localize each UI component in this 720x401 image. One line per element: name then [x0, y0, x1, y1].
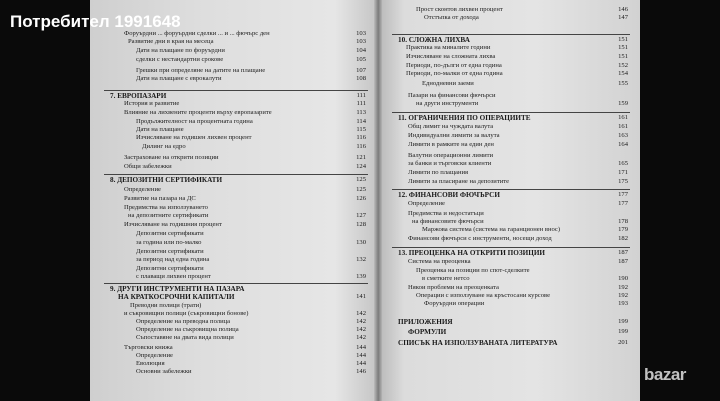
toc-entry: [124, 204, 208, 212]
toc-page-number: 151: [618, 53, 628, 60]
toc-entry-title: в сметките нетсо: [422, 275, 470, 282]
toc-entry-title: Определение: [136, 352, 173, 359]
toc-page-number: 146: [618, 6, 628, 13]
bazar-logo: [644, 360, 716, 390]
toc-entry: [408, 178, 509, 186]
toc-entry: [406, 62, 502, 70]
seller-name[interactable]: Потребител 1991648: [10, 12, 181, 31]
toc-entry-title: Изчисляване на сложната лихва: [406, 53, 496, 60]
toc-entry-title: Предимства на използуването: [124, 204, 208, 211]
toc-entry-title: ПРИЛОЖЕНИЯ: [398, 318, 453, 326]
toc-page-number: 147: [618, 14, 628, 21]
toc-entry-title: Търговски книжа: [124, 344, 173, 351]
toc-entry: [136, 118, 253, 126]
toc-entry-title: на депозитните сертификати: [128, 212, 209, 219]
toc-entry: [408, 200, 445, 208]
toc-entry: [416, 292, 550, 300]
toc-entry-title: Съпоставяне на двата вида полици: [136, 334, 234, 341]
toc-entry-title: 11. ОГРАНИЧЕНИЯ ПО ОПЕРАЦИИТЕ: [398, 114, 531, 122]
toc-page-number: 155: [618, 80, 628, 87]
toc-page-number: 107: [356, 67, 366, 74]
toc-entry-title: Предимства и недостатъци: [408, 210, 484, 217]
toc-entry-title: Лимити по плащания: [408, 169, 469, 176]
toc-entry-title: на други инструменти: [416, 100, 479, 107]
toc-entry: [124, 310, 248, 318]
toc-page-number: 164: [618, 141, 628, 148]
toc-entry: [136, 265, 204, 273]
toc-page-number: 190: [618, 275, 628, 282]
toc-entry: [136, 318, 230, 326]
toc-entry-title: и съкровищни полици (съкровищни бонове): [124, 310, 249, 317]
toc-entry: [408, 169, 468, 177]
toc-page-number: 125: [356, 186, 366, 193]
toc-entry-title: ФОРМУЛИ: [408, 328, 447, 336]
toc-entry: [124, 100, 179, 108]
toc-entry-title: Общ лимит на чуждата валута: [408, 123, 494, 130]
toc-page-number: 144: [356, 344, 366, 351]
toc-entry: [406, 70, 503, 78]
toc-entry-title: Валутни операционни лимити: [408, 152, 494, 159]
toc-page-number: 163: [618, 132, 628, 139]
toc-entry: [408, 141, 494, 149]
toc-entry-title: Развитие на пазара на ДС: [124, 195, 196, 202]
toc-page-number: 128: [356, 221, 366, 228]
toc-entry: [408, 284, 499, 292]
toc-entry-title: 9. ДРУГИ ИНСТРУМЕНТИ НА ПАЗАРА: [110, 285, 245, 293]
toc-page-number: 187: [618, 258, 628, 265]
toc-page-number: 142: [356, 310, 366, 317]
toc-entry-title: Прост сконтов лихвен процент: [416, 6, 503, 13]
toc-page-number: 126: [356, 195, 366, 202]
toc-entry-title: Лимити в рамките на един ден: [408, 141, 494, 148]
toc-entry-title: Маржова система (система на гаранционен внос): [422, 226, 561, 233]
toc-entry: [398, 191, 500, 200]
toc-page-number: 199: [618, 318, 628, 325]
toc-entry-title: Система на преоценка: [408, 258, 471, 265]
toc-page-number: 114: [356, 118, 366, 125]
toc-page-number: 161: [618, 114, 628, 121]
toc-page-number: 142: [356, 326, 366, 333]
toc-entry-title: за година или по-малко: [136, 239, 202, 246]
toc-entry: [136, 273, 211, 281]
toc-entry: [398, 249, 545, 258]
toc-entry-title: Определение на преводна полица: [136, 318, 231, 325]
toc-entry: [408, 123, 493, 131]
toc-entry-title: СПИСЪК НА ИЗПОЛЗУВАНАТА ЛИТЕРАТУРА: [398, 339, 558, 347]
toc-entry: [408, 235, 552, 243]
toc-entry: [406, 44, 490, 52]
book-gutter: [374, 0, 382, 401]
toc-entry-title: Дати на плащане по форуърдни: [136, 47, 225, 54]
toc-entry: [124, 195, 196, 203]
toc-entry: [110, 176, 222, 185]
toc-entry: [408, 92, 496, 100]
toc-entry: [408, 160, 491, 168]
toc-entry-title: Определение: [124, 186, 161, 193]
toc-page-number: 171: [618, 169, 628, 176]
toc-entry: [124, 163, 172, 171]
toc-entry-title: Периоди, по-дълги от една година: [406, 62, 502, 69]
toc-entry-title: Дати на плащане: [136, 126, 184, 133]
toc-page-number: 125: [356, 176, 366, 183]
toc-entry-title: 7. ЕВРОПАЗАРИ: [110, 92, 167, 100]
toc-page-number: 201: [618, 339, 628, 346]
toc-entry: [422, 80, 474, 88]
toc-page-number: 177: [618, 191, 628, 198]
toc-page-number: 108: [356, 75, 366, 82]
chapter-divider: [392, 189, 630, 190]
toc-entry-title: Развитие дни в края на месеца: [128, 38, 214, 45]
toc-page-number: 151: [618, 36, 628, 43]
toc-entry-title: Влияние на лихвените проценти върху европазарите: [124, 109, 272, 116]
chapter-divider: [104, 283, 368, 284]
toc-entry: [136, 239, 201, 247]
toc-entry: [118, 293, 235, 302]
right-book-page: [378, 0, 640, 401]
toc-entry: [136, 67, 265, 75]
toc-page-number: 165: [618, 160, 628, 167]
toc-entry: [422, 226, 560, 234]
toc-entry: [424, 300, 484, 308]
toc-entry: [398, 318, 453, 327]
toc-entry-title: Еволюция: [136, 360, 165, 367]
toc-entry: [136, 134, 251, 142]
toc-entry: [416, 100, 478, 108]
toc-page-number: 103: [356, 30, 366, 37]
toc-entry: [398, 114, 531, 123]
toc-page-number: 144: [356, 360, 366, 367]
toc-entry-title: Грешки при определяне на датите на плащане: [136, 67, 266, 74]
toc-entry: [136, 248, 204, 256]
toc-entry-title: Еднодневни заеми: [422, 80, 474, 87]
toc-entry-title: 8. ДЕПОЗИТНИ СЕРТИФИКАТИ: [110, 176, 223, 184]
seller-banner: [0, 0, 720, 44]
toc-page-number: 127: [356, 212, 366, 219]
toc-entry-title: Определение: [408, 200, 445, 207]
toc-entry: [136, 230, 204, 238]
toc-entry: [422, 275, 470, 283]
toc-entry-title: Изчисляване на годишен лихвен процент: [136, 134, 252, 141]
toc-page-number: 104: [356, 47, 366, 54]
toc-entry: [142, 143, 186, 151]
toc-page-number: 115: [356, 126, 366, 133]
toc-page-number: 144: [356, 352, 366, 359]
toc-page-number: 111: [356, 92, 366, 99]
toc-page-number: 121: [356, 154, 366, 161]
toc-entry-title: Индивидуални лимити за валута: [408, 132, 500, 139]
toc-entry: [136, 47, 225, 55]
toc-entry-title: Пазари на финансови фючърси: [408, 92, 496, 99]
left-book-page: [90, 0, 378, 401]
toc-entry-title: Лимити за пласиране на депозитите: [408, 178, 510, 185]
toc-entry: [136, 368, 192, 376]
toc-entry-title: Форуърдни операции: [424, 300, 485, 307]
toc-entry-title: НА КРАТКОСРОЧНИ КАПИТАЛИ: [118, 293, 235, 301]
toc-entry: [128, 212, 208, 220]
toc-page-number: 116: [356, 134, 366, 141]
toc-entry: [136, 360, 165, 368]
toc-entry-title: Депозитни сертификати: [136, 265, 204, 272]
chapter-divider: [104, 174, 368, 175]
toc-page-number: 154: [618, 70, 628, 77]
toc-page-number: 132: [356, 256, 366, 263]
toc-page-number: 142: [356, 334, 366, 341]
toc-entry: [136, 56, 223, 64]
chapter-divider: [392, 112, 630, 113]
toc-entry-title: 10. СЛОЖНА ЛИХВА: [398, 36, 470, 44]
toc-page-number: 192: [618, 284, 628, 291]
toc-entry-title: Дати на плащане с еврокалути: [136, 75, 222, 82]
toc-entry-title: Практика на миналите години: [406, 44, 491, 51]
toc-entry: [408, 210, 484, 218]
toc-entry-title: Отстъпка от дохода: [424, 14, 479, 21]
toc-entry-title: за банки и търговски клиенти: [408, 160, 492, 167]
chapter-divider: [104, 90, 368, 91]
toc-page-number: 111: [356, 100, 366, 107]
toc-entry-title: Основни забележки: [136, 368, 192, 375]
toc-entry: [124, 154, 219, 162]
toc-entry-title: сделки с нестандартни срокове: [136, 56, 224, 63]
toc-entry-title: История и развитие: [124, 100, 180, 107]
toc-entry-title: на финансовите фючърси: [412, 218, 484, 225]
toc-page-number: 116: [356, 143, 366, 150]
toc-entry-title: Някои проблеми на преоценката: [408, 284, 499, 291]
toc-entry-title: Операции с използуване на кръстосани курсове: [416, 292, 550, 299]
toc-page-number: 105: [356, 56, 366, 63]
toc-page-number: 151: [618, 44, 628, 51]
toc-entry: [398, 339, 557, 348]
toc-entry-title: Дилинг на едро: [142, 143, 186, 150]
toc-entry-title: Застраховане на открити позиции: [124, 154, 219, 161]
toc-entry: [124, 221, 222, 229]
toc-entry-title: Общи забележки: [124, 163, 172, 170]
toc-entry-title: Депозитни сертификати: [136, 230, 204, 237]
toc-entry: [408, 132, 500, 140]
toc-page-number: 142: [356, 318, 366, 325]
toc-page-number: 199: [618, 328, 628, 335]
toc-page-number: 159: [618, 100, 628, 107]
toc-entry: [136, 75, 222, 83]
toc-entry: [136, 256, 209, 264]
toc-page-number: 124: [356, 163, 366, 170]
toc-entry: [124, 109, 272, 117]
toc-page-number: 192: [618, 292, 628, 299]
toc-entry-title: Депозитни сертификати: [136, 248, 204, 255]
bazar-logo-text: bazar: [644, 365, 686, 384]
toc-page-number: 113: [356, 109, 366, 116]
toc-entry: [408, 328, 446, 337]
toc-page-number: 178: [618, 218, 628, 225]
toc-entry: [136, 126, 184, 134]
toc-page-number: 179: [618, 226, 628, 233]
toc-page-number: 103: [356, 38, 366, 45]
toc-entry: [136, 326, 239, 334]
toc-entry-title: Периоди, по-малки от една година: [406, 70, 503, 77]
toc-entry: [124, 344, 173, 352]
toc-entry-title: Преоценка на позиции по спот-сделките: [416, 267, 530, 274]
toc-page-number: 139: [356, 273, 366, 280]
toc-entry-title: с плаващи лихвен процент: [136, 273, 211, 280]
toc-page-number: 152: [618, 62, 628, 69]
toc-page-number: 177: [618, 200, 628, 207]
toc-page-number: 175: [618, 178, 628, 185]
toc-page-number: 146: [356, 368, 366, 375]
toc-entry-title: Определение на съкровищна полица: [136, 326, 239, 333]
toc-entry-title: за период над една година: [136, 256, 210, 263]
toc-entry: [130, 302, 201, 310]
toc-entry-title: 13. ПРЕОЦЕНКА НА ОТКРИТИ ПОЗИЦИИ: [398, 249, 545, 257]
toc-page-number: 182: [618, 235, 628, 242]
toc-page-number: 187: [618, 249, 628, 256]
toc-entry: [124, 186, 161, 194]
toc-page-number: 141: [356, 293, 366, 300]
toc-entry: [136, 334, 234, 342]
toc-page-number: 161: [618, 123, 628, 130]
toc-entry: [408, 152, 493, 160]
toc-entry: [136, 352, 173, 360]
toc-entry-title: Финансови фючърси с инструменти, носещи доход: [408, 235, 552, 242]
toc-entry: [412, 218, 484, 226]
toc-page-number: 193: [618, 300, 628, 307]
toc-entry-title: Преводни полици (трати): [130, 302, 202, 309]
toc-page-number: 130: [356, 239, 366, 246]
toc-entry-title: Изчисляване на годишния процент: [124, 221, 222, 228]
chapter-divider: [392, 247, 630, 248]
toc-entry-title: 12. ФИНАНСОВИ ФЮЧЪРСИ: [398, 191, 500, 199]
toc-entry: [406, 53, 495, 61]
toc-entry: [408, 258, 471, 266]
toc-entry-title: Форуърдни ... форуърдни сделки ... и ... фючърс ден: [124, 30, 270, 37]
toc-entry-title: Продължителност на процентната година: [136, 118, 253, 125]
toc-entry: [416, 267, 530, 275]
